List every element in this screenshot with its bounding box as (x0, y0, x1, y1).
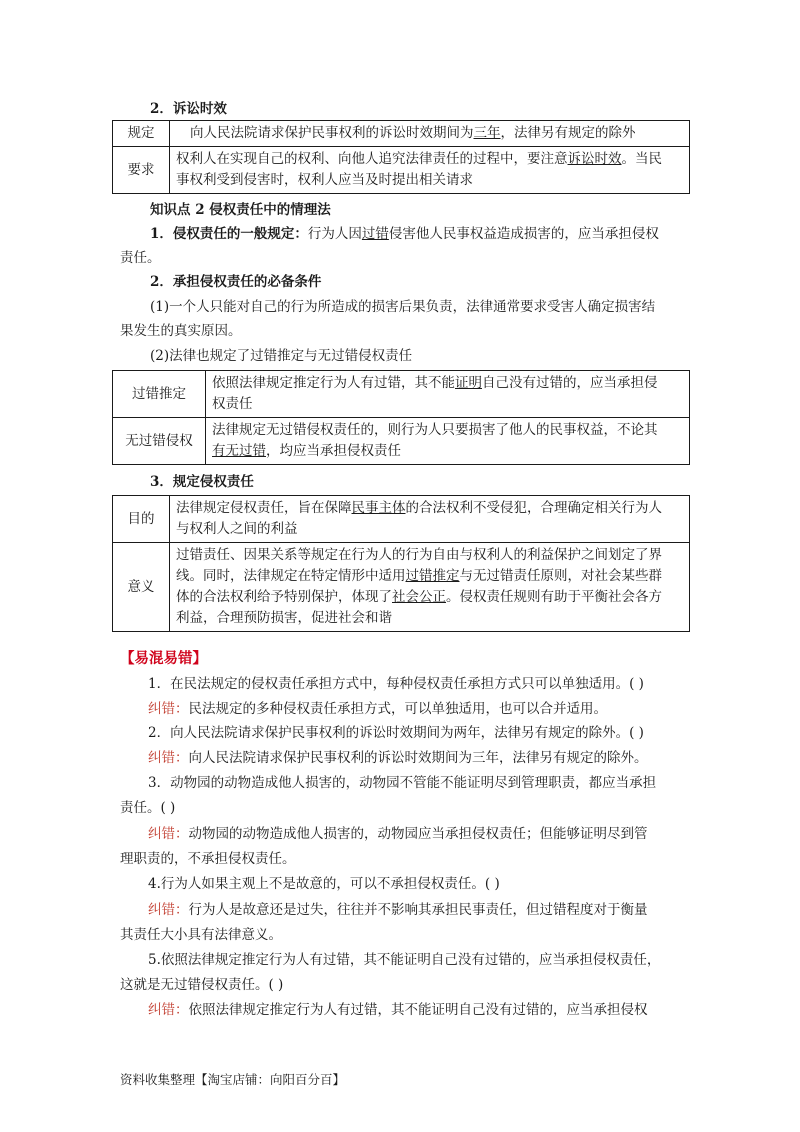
question-item: 这就是无过错侵权责任。( ) (120, 977, 284, 993)
question-item: 4.行为人如果主观上不是故意的，可以不承担侵权责任。( ) (148, 876, 500, 892)
paragraph-line: (2)法律也规定了过错推定与无过错侵权责任 (150, 348, 413, 364)
liability-type-table (112, 370, 690, 465)
paragraph-line: 1．侵权责任的一般规定：行为人因过错侵害他人民事权益造成损害的，应当承担侵权 (150, 226, 659, 242)
table-content-cell: 向人民法院请求保护民事权利的诉讼时效期间为三年，法律另有规定的除外 (170, 121, 690, 147)
question-item: 2．向人民法院请求保护民事权利的诉讼时效期间为两年，法律另有规定的除外。( ) (148, 725, 644, 741)
table-row (113, 418, 690, 465)
section-title-statute: 2．诉讼时效 (150, 101, 227, 117)
table-content-cell: 依照法律规定推定行为人有过错，其不能证明自己没有过错的，应当承担侵 权责任 (206, 371, 690, 418)
correction-item: 其责任大小具有法律意义。 (120, 927, 282, 943)
table-label-cell: 规定 (113, 121, 170, 147)
correction-item: 纠错：民法规定的多种侵权责任承担方式，可以单独适用，也可以合并适用。 (148, 701, 607, 717)
paragraph-line: 责任。 (120, 250, 161, 266)
purpose-significance-table (112, 495, 690, 632)
question-item: 1．在民法规定的侵权责任承担方式中，每种侵权责任承担方式只可以单独适用。( ) (148, 676, 644, 692)
table-content-cell: 过错责任、因果关系等规定在行为人的行为自由与权利人的利益保护之间划定了界 线。同时，法律规定在特定情形中适用过错推定与无过错责任原则，对社会某些群 体的合法权利给予特别保护，体现了社会公正。侵权责任规则有助于平衡社会各方 利益，合理预防损害，促进社会和谐 (170, 543, 690, 632)
correction-item: 纠错：行为人是故意还是过失，往往并不影响其承担民事责任，但过错程度对于衡量 (148, 902, 648, 918)
table-content-cell: 权利人在实现自己的权利、向他人追究法律责任的过程中，要注意诉讼时效。当民 事权利受到侵害时，权利人应当及时提出相关请求 (170, 147, 690, 194)
table-label-cell: 意义 (113, 543, 170, 632)
statute-table (112, 120, 690, 194)
correction-item: 纠错：依照法律规定推定行为人有过错，其不能证明自己没有过错的，应当承担侵权 (148, 1002, 648, 1018)
correction-item: 纠错：动物园的动物造成他人损害的，动物园应当承担侵权责任；但能够证明尽到管 (148, 826, 648, 842)
table-row (113, 371, 690, 418)
question-item: 5.依照法律规定推定行为人有过错，其不能证明自己没有过错的，应当承担侵权责任， (148, 952, 661, 968)
knowledge-point-title: 知识点 2 侵权责任中的情理法 (150, 202, 331, 218)
correction-item: 理职责的，不承担侵权责任。 (120, 851, 296, 867)
table-label-cell: 要求 (113, 147, 170, 194)
subsection-title: 3．规定侵权责任 (150, 474, 254, 490)
confusion-section-title: 【易混易错】 (120, 650, 207, 667)
table-content-cell: 法律规定侵权责任，旨在保障民事主体的合法权利不受侵犯，合理确定相关行为人 与权利人之间的利益 (170, 496, 690, 543)
table-label-cell: 过错推定 (113, 371, 206, 418)
table-label-cell: 无过错侵权 (113, 418, 206, 465)
table-row (113, 121, 690, 147)
paragraph-line: (1)一个人只能对自己的行为所造成的损害后果负责，法律通常要求受害人确定损害结 (150, 299, 656, 315)
question-item: 责任。( ) (120, 800, 176, 816)
page-footer: 资料收集整理【淘宝店铺：向阳百分百】 (120, 1072, 346, 1087)
table-row (113, 543, 690, 632)
question-item: 3．动物园的动物造成他人损害的，动物园不管能不能证明尽到管理职责，都应当承担 (148, 775, 657, 791)
correction-item: 纠错：向人民法院请求保护民事权利的诉讼时效期间为三年，法律另有规定的除外。 (148, 750, 648, 766)
table-row (113, 496, 690, 543)
table-content-cell: 法律规定无过错侵权责任的，则行为人只要损害了他人的民事权益，不论其 有无过错，均应当承担侵权责任 (206, 418, 690, 465)
table-row (113, 147, 690, 194)
subsection-title: 2．承担侵权责任的必备条件 (150, 274, 322, 290)
paragraph-line: 果发生的真实原因。 (120, 323, 242, 339)
table-label-cell: 目的 (113, 496, 170, 543)
